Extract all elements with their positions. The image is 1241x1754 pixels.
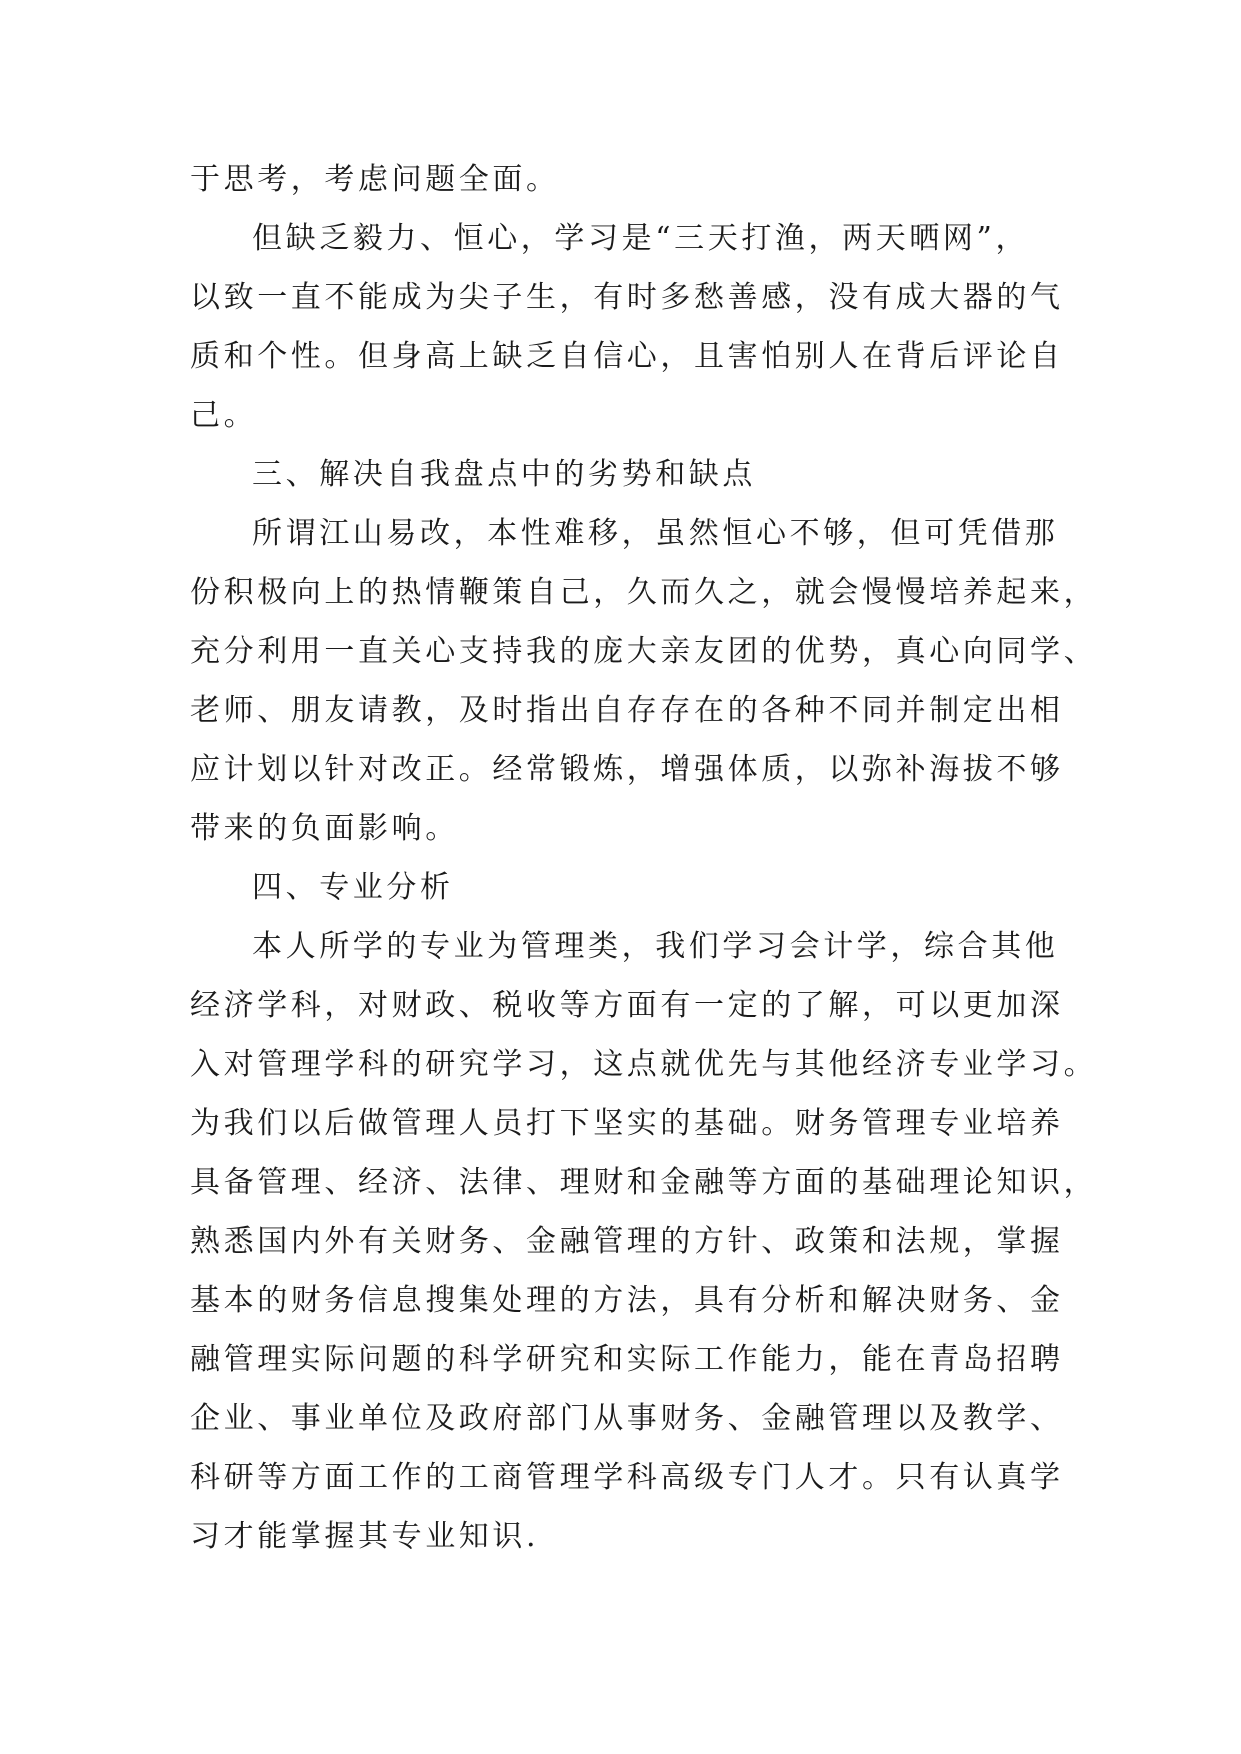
text-line: 经济学科，对财政、税收等方面有一定的了解，可以更加深 — [190, 988, 1064, 1023]
text-line: 质和个性。但身高上缺乏自信心，且害怕别人在背后评论自 — [190, 339, 1064, 374]
document-page — [190, 150, 1098, 1566]
text-line: 为我们以后做管理人员打下坚实的基础。财务管理专业培养 — [190, 1106, 1064, 1141]
text-line: 具备管理、经济、法律、理财和金融等方面的基础理论知识， — [190, 1165, 1098, 1200]
text-line: 熟悉国内外有关财务、金融管理的方针、政策和法规，掌握 — [190, 1224, 1064, 1259]
paragraph-start-line: 但缺乏毅力、恒心，学习是“三天打渔，两天晒网”， — [252, 221, 1030, 256]
text-line: 融管理实际问题的科学研究和实际工作能力，能在青岛招聘 — [190, 1342, 1064, 1377]
text-line: 以致一直不能成为尖子生，有时多愁善感，没有成大器的气 — [190, 280, 1064, 315]
text-line: 于思考，考虑问题全面。 — [190, 162, 560, 197]
text-line: 份积极向上的热情鞭策自己，久而久之，就会慢慢培养起来， — [190, 575, 1098, 610]
text-line: 己。 — [190, 398, 258, 433]
text-line: 科研等方面工作的工商管理学科高级专门人才。只有认真学 — [190, 1460, 1064, 1495]
text-line: 入对管理学科的研究学习，这点就优先与其他经济专业学习。 — [190, 1047, 1098, 1082]
section-heading-4: 四、专业分析 — [252, 870, 454, 905]
text-line: 习才能掌握其专业知识. — [190, 1519, 540, 1554]
text-line: 带来的负面影响。 — [190, 811, 459, 846]
text-line: 基本的财务信息搜集处理的方法，具有分析和解决财务、金 — [190, 1283, 1064, 1318]
text-line: 企业、事业单位及政府部门从事财务、金融管理以及教学、 — [190, 1401, 1064, 1436]
text-line: 充分利用一直关心支持我的庞大亲友团的优势，真心向同学、 — [190, 634, 1098, 669]
text-line: 应计划以针对改正。经常锻炼，增强体质，以弥补海拔不够 — [190, 752, 1064, 787]
section-heading-3: 三、解决自我盘点中的劣势和缺点 — [252, 457, 756, 492]
text-line: 老师、朋友请教，及时指出自存存在的各种不同并制定出相 — [190, 693, 1064, 728]
paragraph-start-line: 本人所学的专业为管理类，我们学习会计学，综合其他 — [252, 929, 1059, 964]
paragraph-start-line: 所谓江山易改，本性难移，虽然恒心不够，但可凭借那 — [252, 516, 1059, 551]
